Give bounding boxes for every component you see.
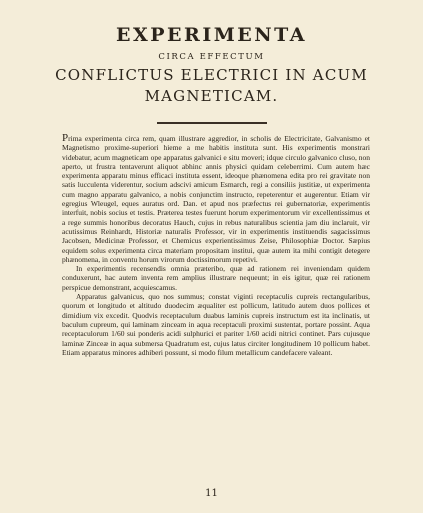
page-number: 11 [205, 488, 218, 499]
paragraph-2: In experimentis recensendis omnia præteribo, quæ ad rationem rei inveniendam quidem conduxerunt, hac autem inventa rem amplius illustrare nequeunt; in eis igitur, quæ rei rationem perspicue demonstrant, acquiescamus. [62, 264, 370, 292]
page-subtitle: CIRCA EFFECTUM [158, 52, 265, 62]
title-rule [157, 122, 267, 124]
page-title: EXPERIMENTA [116, 24, 307, 46]
body-text [62, 134, 370, 357]
title-line-2: MAGNETICAM. [144, 87, 279, 105]
title-line-1: CONFLICTUS ELECTRICI IN ACUM [55, 66, 368, 84]
paragraph-3: Apparatus galvanicus, quo nos summus; constat viginti receptaculis cupreis rectangularibus, quorum et longitudo et altitudo duodecim æqualiter est pollicum, latitudo autem duos pollices et dimidium vix excedit. Quodvis receptaculum duabus laminis cupreis instructum est ita inclinatis, ut baculum cupreum, qui laminam zinceam in aqua receptaculi proximi sustentat, portare possint. Aqua receptaculorum 1/60 sui ponderis acidi sulphurici et pariter 1/60 acidi nitrici continet. Pars cujusque laminæ Zinceæ in aqua submersa Quadratum est, cujus latus circiter longitudinem 10 pollicum habet. Etiam apparatus minores adhiberi possunt, si modo filum metallicum candefacere valeant. [62, 292, 370, 357]
paragraph-1: Prima experimenta circa rem, quam illustrare aggredior, in scholis de Electricitate, Galvanismo et Magnetismo proxime-superiori hieme a me habitis instituta sunt. His experimentis monstrari videbatur, acum magneticam ope apparatus galvanici e situ moveri; idque circulo galvanico cluso, non aperto, ut frustra tentaverunt aliquot abhinc annis physici quidam celeberrimi. Cum autem hæc experimenta apparatu minus efficaci instituta essent, ideoque phænomena edita pro rei gravitate non satis lucculenta viderentur, socium adscivi amicum Esmarch, regi a consiliis justitiæ, ut experimenta cum magno apparatu galvanico, a nobis conjunctim instructo, repeterentur et augerentur. Etiam vir egregius Wleugel, eques auratus ord. Dan. et apud nos præfectus rei gubernatoriæ, experimentis interfuit, nobis socius et testis. Præterea testes fuerunt horum experimentorum vir excellentissimus et a rege summis honoribus decoratus Hauch, cujus in rebus naturalibus scientia jam diu inclaruit, vir acutissimus Reinhardt, Historiæ naturalis Professor, vir in experimentis instituendis sagacissimus Jacobsen, Medicinæ Professor, et Chemicus experientissimus Zeise, Philosophiæ Doctor. Sæpius equidem solus experimenta circa materiam propositam institui, quæ autem ita mihi contigit detegere phænomena, in conventu horum virorum doctissimorum repetivi. [62, 132, 370, 264]
